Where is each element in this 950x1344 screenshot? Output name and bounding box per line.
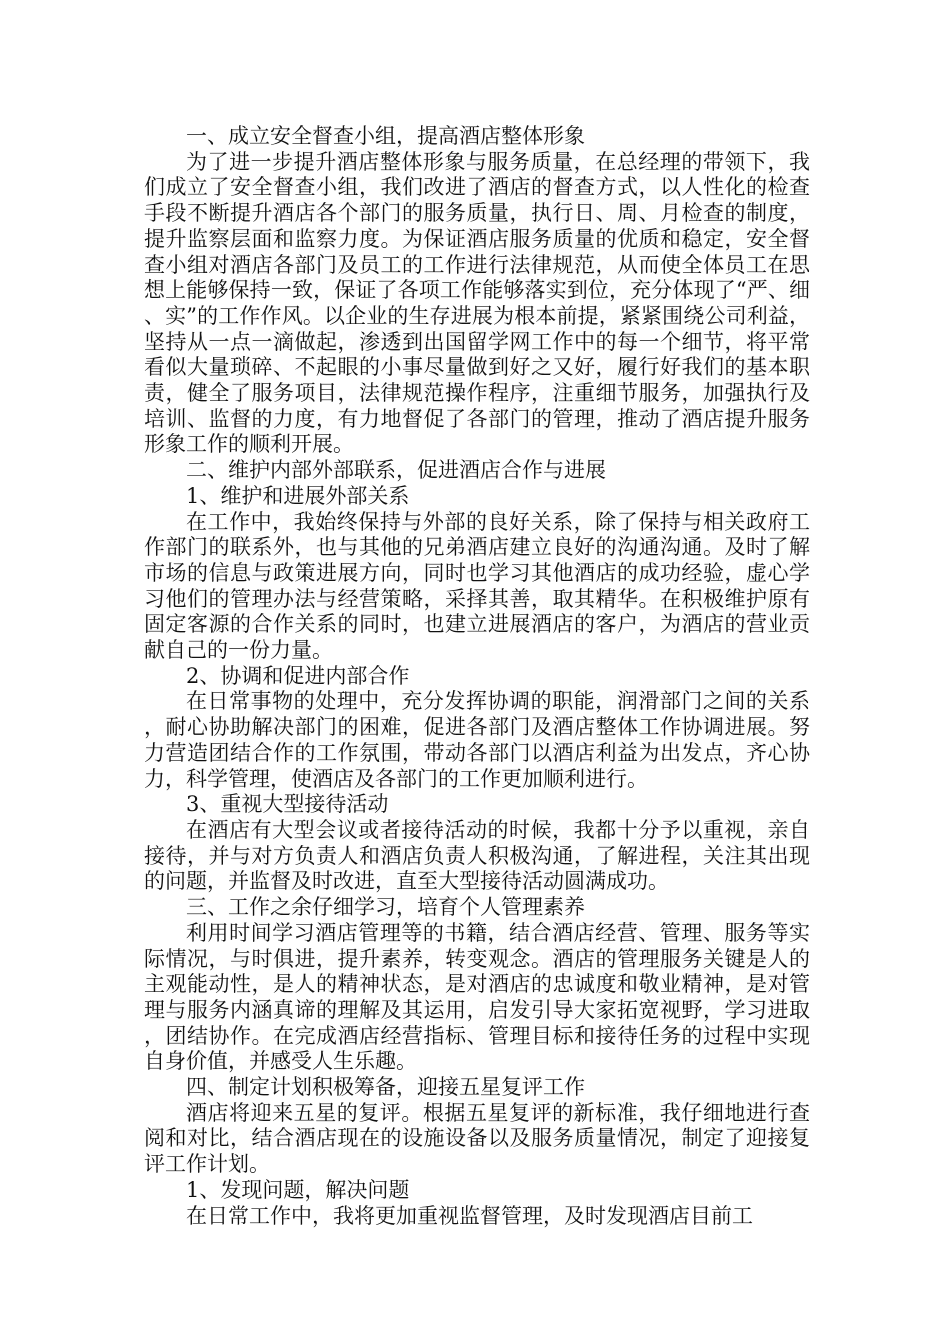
subsection-heading: 2、协调和促进内部合作 [186, 663, 410, 688]
body-paragraph: 在日常工作中，我将更加重视监督管理，及时发现酒店目前工 [186, 1203, 753, 1228]
section-heading-1: 一、成立安全督查小组，提高酒店整体形象 [186, 124, 585, 148]
body-paragraph: 为了进一步提升酒店整体形象与服务质量，在总经理的带领下，我们成立了安全督查小组，我们改进了酒店的督查方式，以人性化的检查手段不断提升酒店各个部门的服务质量，执行日、周、月检查的制度，提升监察层面和监察力度。为保证酒店服务质量的优质和稳定，安全督查小组对酒店各部门及员工的工作进行法律规范，从而使全体员工在思想上能够保持一致，保证了各项工作能够落实到位，充分体现了“严、细、实”的工作作风。以企业的生存进展为根本前提，紧紧围绕公司利益，坚持从一点一滴做起，渗透到出国留学网工作中的每一个细节，将平常看似大量琐碎、不起眼的小事尽量做到好之又好，履行好我们的基本职责，健全了服务项目，法律规范操作程序，注重细节服务，加强执行及培训、监督的力度，有力地督促了各部门的管理，推动了酒店提升服务形象工作的顺利开展。 [144, 149, 810, 457]
document-page [144, 124, 810, 1229]
section-heading-3: 三、工作之余仔细学习，培育个人管理素养 [186, 895, 585, 920]
body-paragraph: 酒店将迎来五星的复评。根据五星复评的新标准，我仔细地进行查阅和对比，结合酒店现在的设施设备以及服务质量情况，制定了迎接复评工作计划。 [144, 1100, 810, 1177]
body-paragraph: 在酒店有大型会议或者接待活动的时候，我都十分予以重视，亲自接待，并与对方负责人和酒店负责人积极沟通，了解进程，关注其出现的问题，并监督及时改进，直至大型接待活动圆满成功。 [144, 817, 810, 894]
subsection-heading: 1、发现问题，解决问题 [186, 1177, 410, 1202]
body-paragraph: 利用时间学习酒店管理等的书籍，结合酒店经营、管理、服务等实际情况，与时俱进，提升素养，转变观念。酒店的管理服务关键是人的主观能动性，是人的精神状态，是对酒店的忠诚度和敬业精神，是对管理与服务内涵真谛的理解及其运用，启发引导大家拓宽视野，学习进取，团结协作。在完成酒店经营指标、管理目标和接待任务的过程中实现自身价值，并感受人生乐趣。 [144, 920, 810, 1074]
subsection-heading: 1、维护和进展外部关系 [186, 483, 410, 508]
body-paragraph: 在工作中，我始终保持与外部的良好关系，除了保持与相关政府工作部门的联系外，也与其他的兄弟酒店建立良好的沟通沟通。及时了解市场的信息与政策进展方向，同时也学习其他酒店的成功经验，虚心学习他们的管理办法与经营策略，采择其善，取其精华。在积极维护原有固定客源的合作关系的同时，也建立进展酒店的客户，为酒店的营业贡献自己的一份力量。 [144, 509, 810, 663]
section-heading-4: 四、制定计划积极筹备，迎接五星复评工作 [186, 1075, 585, 1100]
body-paragraph: 在日常事物的处理中，充分发挥协调的职能，润滑部门之间的关系，耐心协助解决部门的困难，促进各部门及酒店整体工作协调进展。努力营造团结合作的工作氛围，带动各部门以酒店利益为出发点，齐心协力，科学管理，使酒店及各部门的工作更加顺利进行。 [144, 689, 810, 791]
subsection-heading: 3、重视大型接待活动 [186, 792, 389, 817]
section-heading-2: 二、维护内部外部联系，促进酒店合作与进展 [186, 458, 606, 483]
